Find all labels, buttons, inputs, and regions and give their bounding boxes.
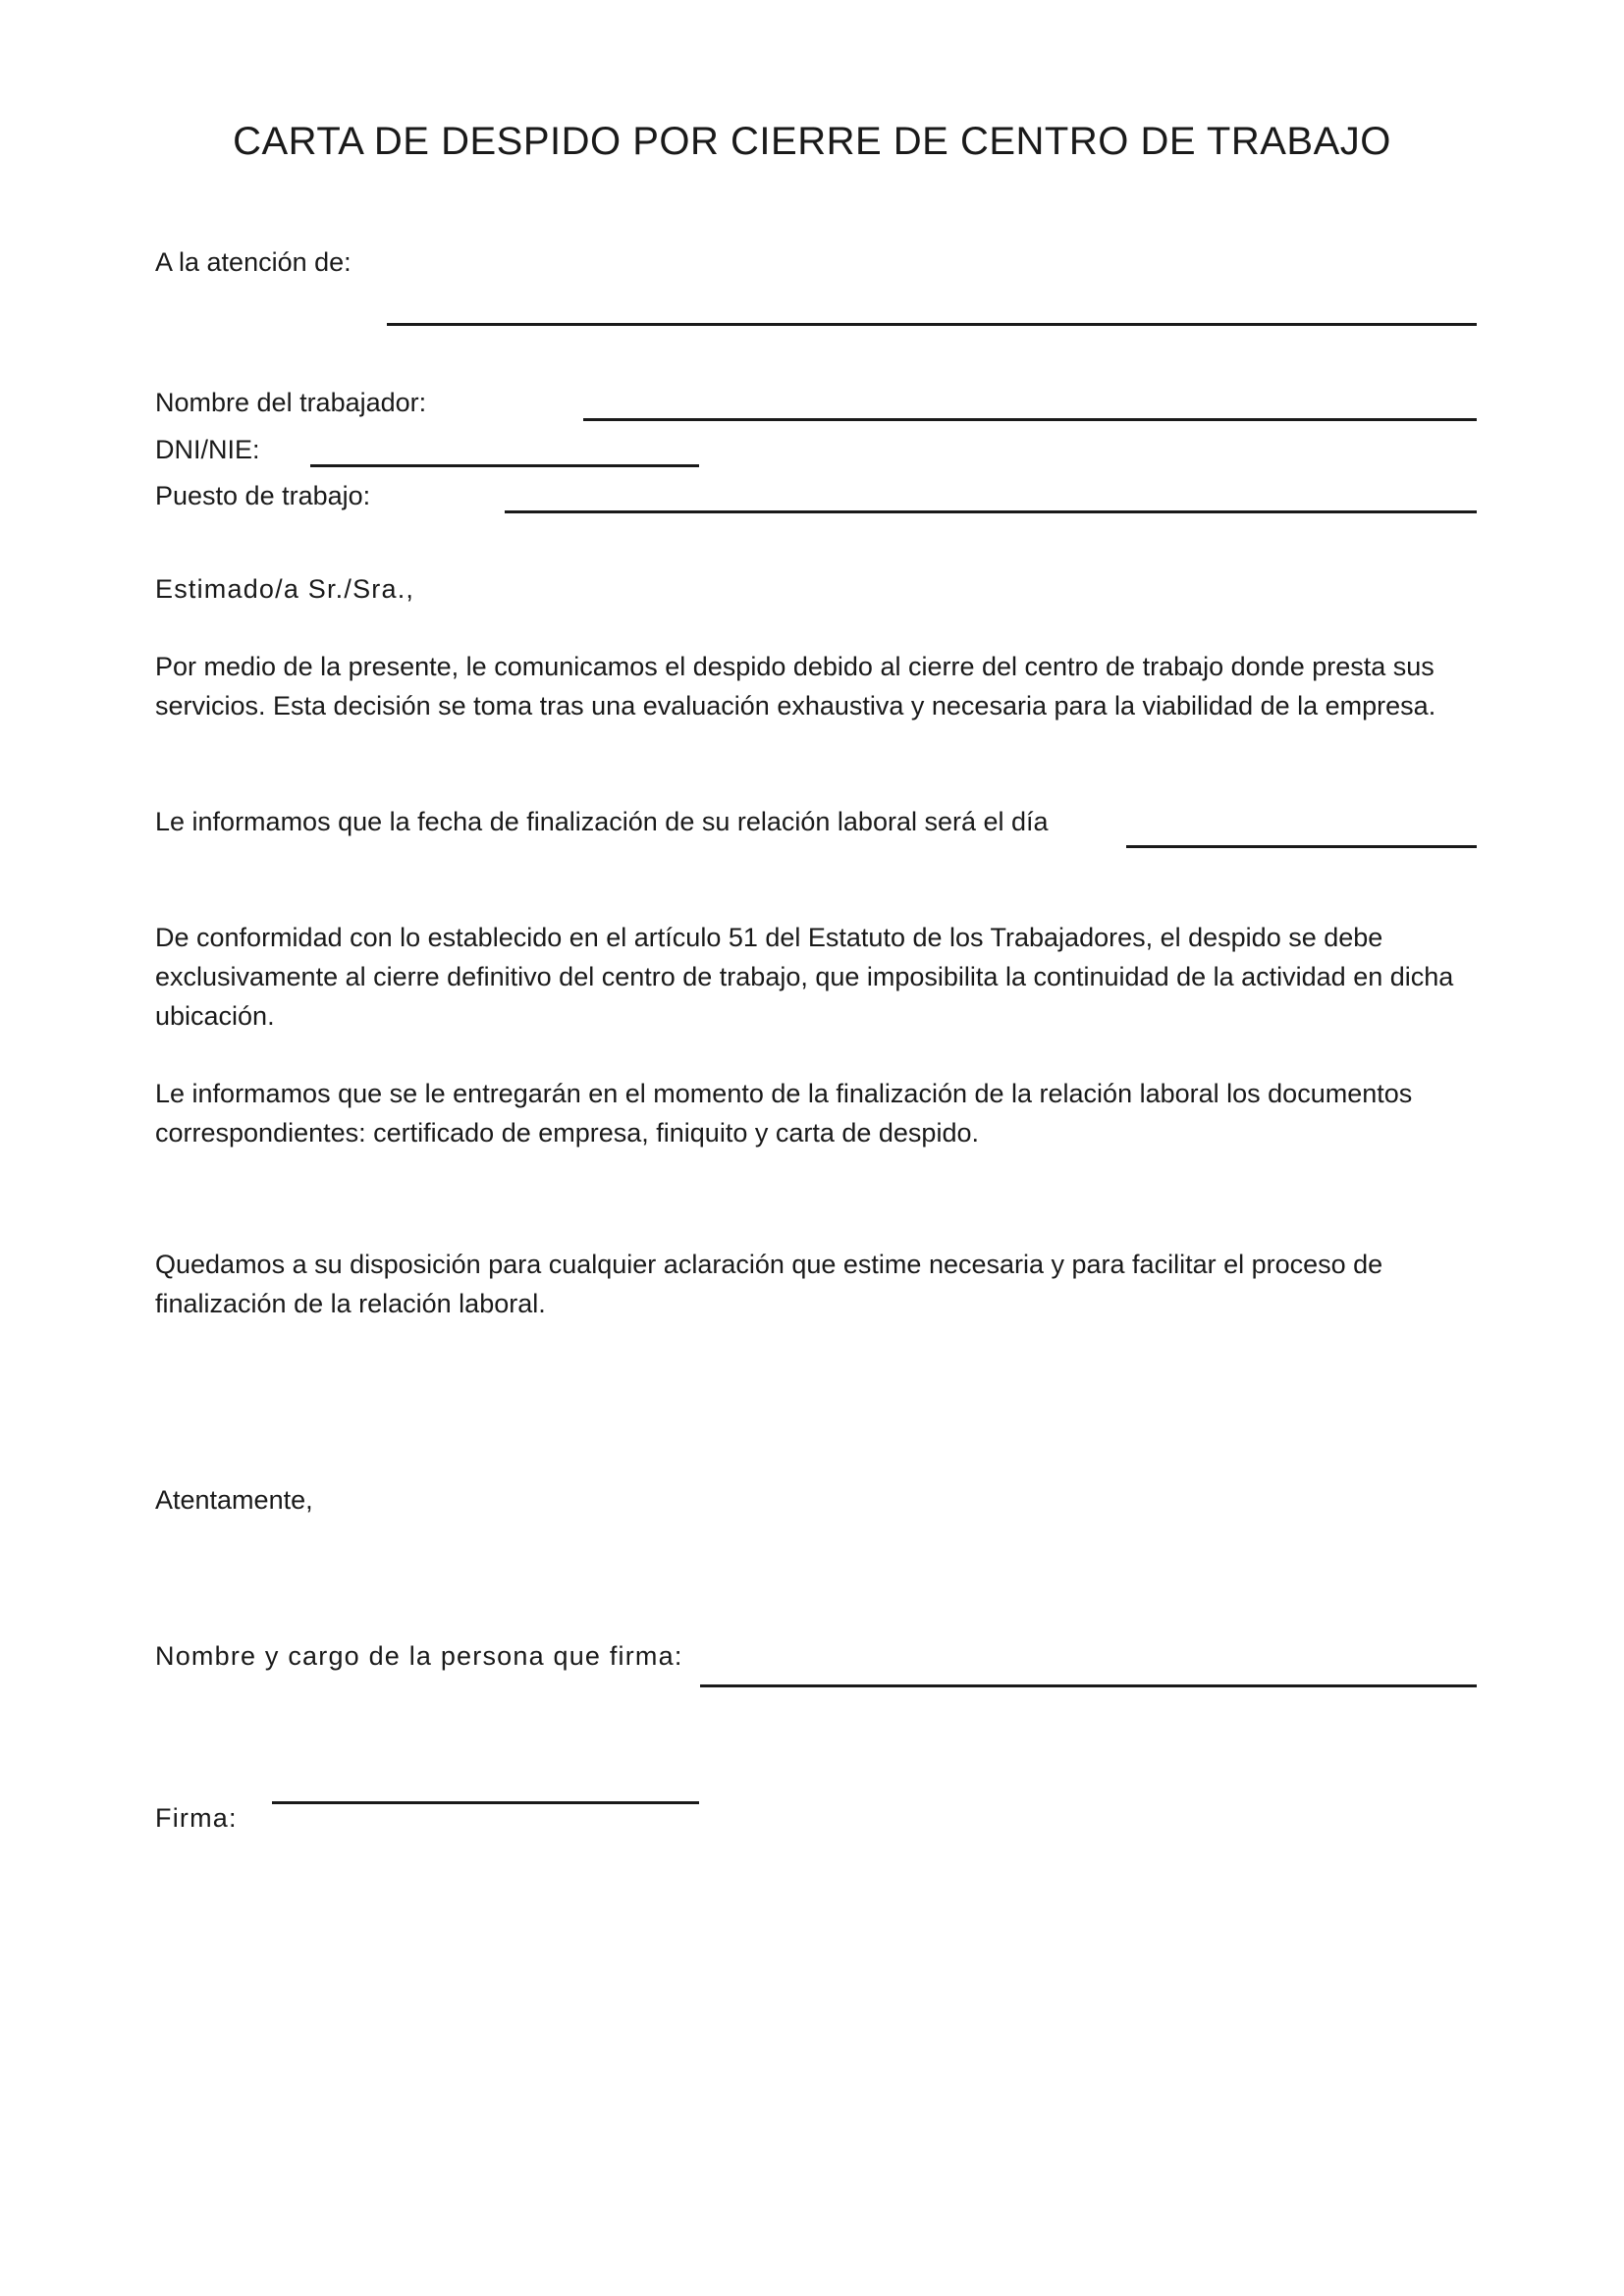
position-label: Puesto de trabajo: — [155, 481, 371, 510]
paragraph-closure-notice: Por medio de la presente, le comunicamos el despido debido al cierre del centro de trabajo donde presta sus servicios. Esta decisión se toma tras una evaluación exhaustiva y necesaria para la viabilidad de la empresa. — [155, 652, 1436, 721]
paragraph-legal-basis: De conformidad con lo establecido en el artículo 51 del Estatuto de los Trabajadores, el despido se debe exclusivamente al cierre definitivo del centro de trabajo, que imposibilita la continuidad de la actividad en dicha ubicación. — [155, 923, 1454, 1031]
paragraph-availability: Quedamos a su disposición para cualquier aclaración que estime necesaria y para facilitar el proceso de finalización de la relación laboral. — [155, 1250, 1383, 1318]
dni-label: DNI/NIE: — [155, 435, 260, 464]
worker-name-line[interactable] — [583, 418, 1477, 421]
signer-line[interactable] — [700, 1684, 1477, 1687]
closing: Atentamente, — [155, 1485, 313, 1515]
attention-line[interactable] — [387, 323, 1477, 326]
end-date-text: Le informamos que la fecha de finalización de su relación laboral será el día — [155, 807, 1049, 836]
end-date-line[interactable] — [1126, 845, 1477, 848]
attention-label: A la atención de: — [155, 247, 352, 277]
paragraph-documents: Le informamos que se le entregarán en el momento de la finalización de la relación laboral los documentos correspondientes: certificado de empresa, finiquito y carta de despido. — [155, 1079, 1413, 1148]
position-line[interactable] — [505, 510, 1477, 513]
dni-line[interactable] — [310, 464, 699, 467]
signature-label: Firma: — [155, 1803, 238, 1833]
worker-name-label: Nombre del trabajador: — [155, 388, 427, 417]
signer-label: Nombre y cargo de la persona que firma: — [155, 1641, 683, 1671]
document-title: CARTA DE DESPIDO POR CIERRE DE CENTRO DE TRABAJO — [233, 120, 1391, 163]
greeting: Estimado/a Sr./Sra., — [155, 574, 415, 604]
signature-line[interactable] — [272, 1801, 699, 1804]
